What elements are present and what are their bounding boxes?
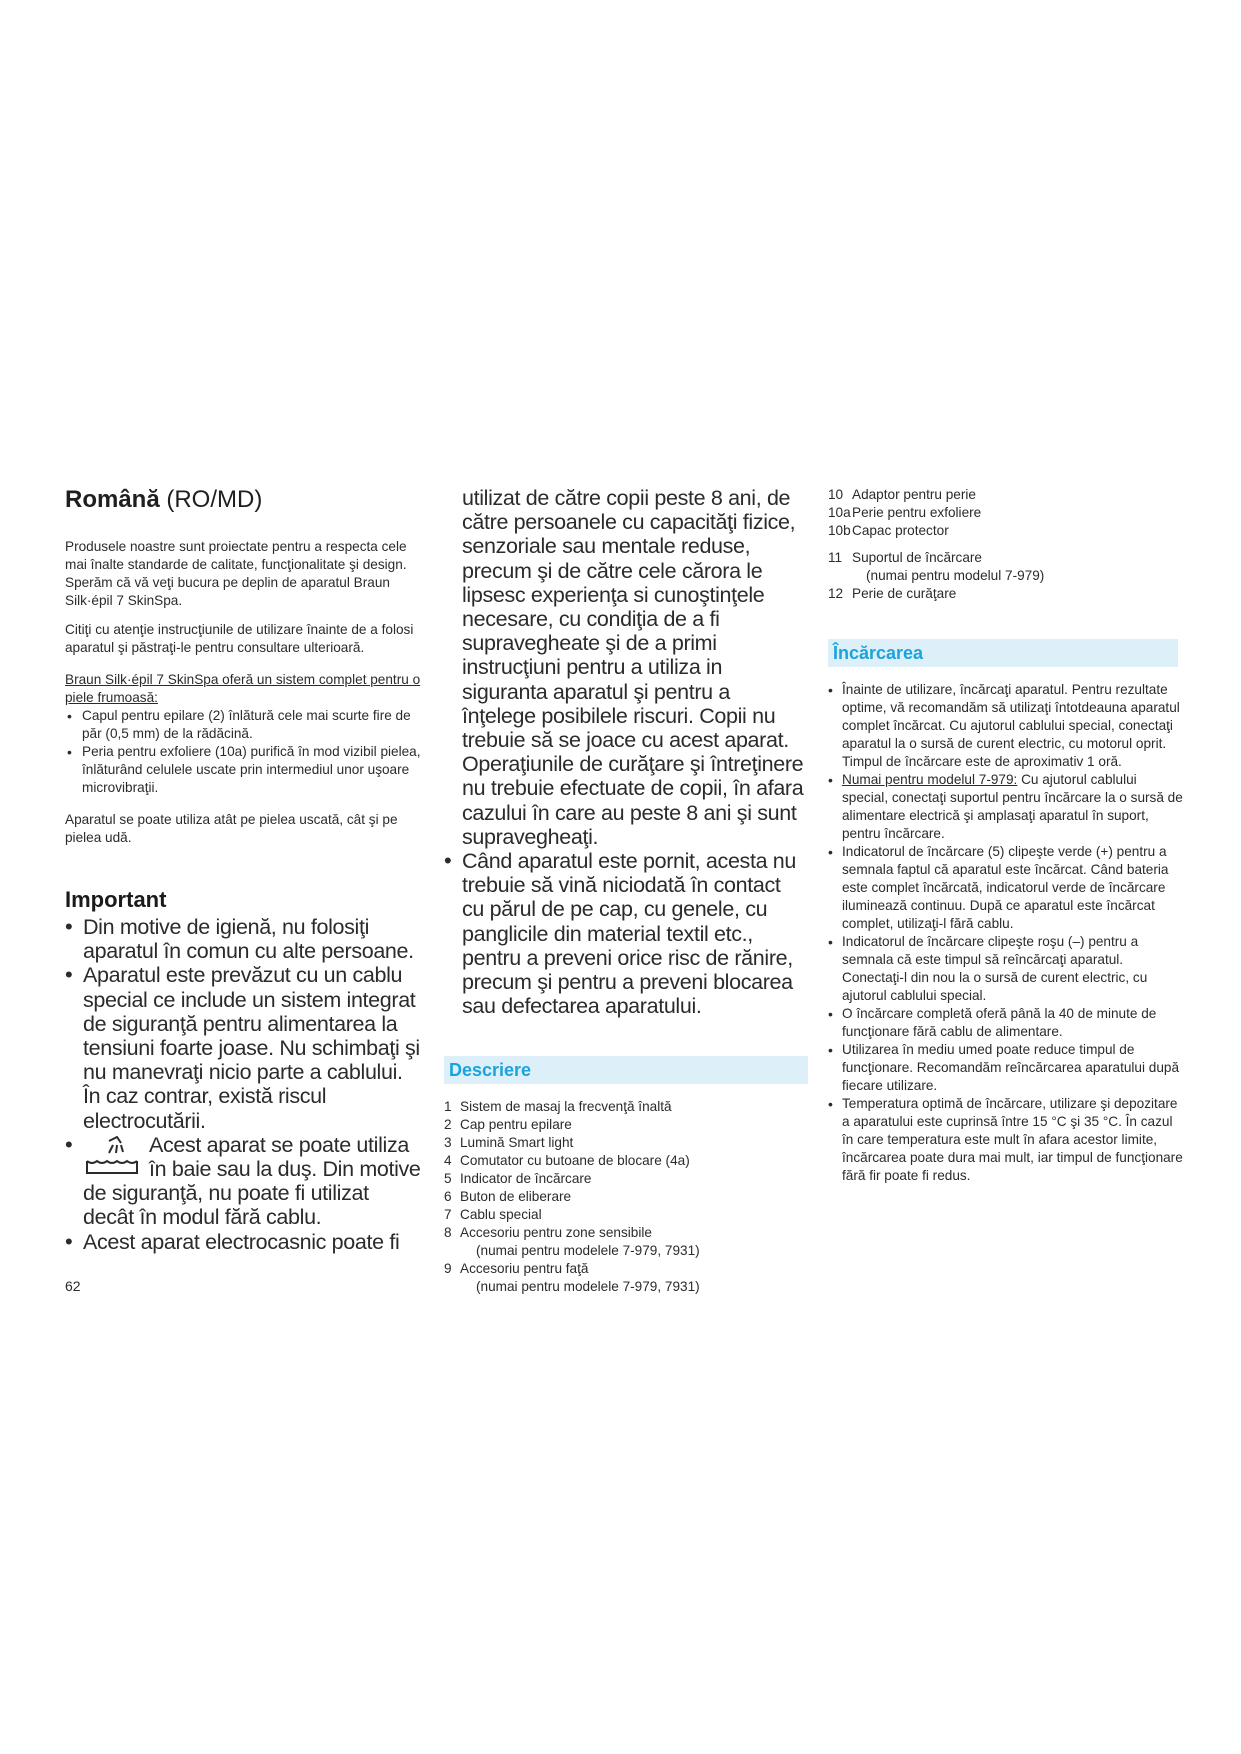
language-title: Română bbox=[65, 486, 160, 513]
column-left bbox=[65, 486, 425, 1294]
column-middle bbox=[444, 486, 808, 1296]
skin-note: Aparatul se poate utiliza atât pe pielea uscată, cât şi pe pielea udă. bbox=[65, 812, 398, 845]
incarcarea-list bbox=[828, 681, 1186, 1185]
list-item: • O încărcare completă oferă până la 40 de minute de funcţionare fără cablu de alimentare. bbox=[828, 1005, 1186, 1041]
system-list bbox=[65, 707, 425, 797]
list-item: • Utilizarea în mediu umed poate reduce timpul de funcţionare. Recomandăm reîncărcarea aparatului după fiecare utilizare. bbox=[828, 1041, 1186, 1095]
list-item: • Din motive de igienă, nu folosiţi aparatul în comun cu alte persoane. bbox=[65, 915, 425, 963]
intro-paragraph: Produsele noastre sunt proiectate pentru a respecta cele mai înalte standarde de calitate, funcţionalitate şi design. Sperăm că vă veţi bucura pe deplin de aparatul Braun Silk·épil 7 SkinSpa. bbox=[65, 539, 407, 608]
system-heading: Braun Silk·épil 7 SkinSpa oferă un sistem complet pentru o piele frumoasă: bbox=[65, 672, 421, 705]
list-item: 12 Perie de curăţare bbox=[828, 586, 957, 601]
list-item: 5 Indicator de încărcare bbox=[444, 1171, 592, 1187]
list-item: • Indicatorul de încărcare clipeşte roşu (–) pentru a semnala că este timpul să reîncărcaţi aparatul. Conectaţi-l din nou la o sursă de curent electric, cu ajutorul cablului special. bbox=[828, 933, 1186, 1005]
list-item: • Acest aparat electrocasnic poate fi bbox=[65, 1230, 425, 1254]
descriere-heading: Descriere bbox=[444, 1056, 808, 1084]
list-item: 3 Lumină Smart light bbox=[444, 1135, 574, 1151]
list-item: 4 Comutator cu butoane de blocare (4a) bbox=[444, 1153, 690, 1169]
list-item: 7 Cablu special bbox=[444, 1207, 542, 1223]
list-item: 11 Suportul de încărcare bbox=[828, 550, 982, 565]
language-code: (RO/MD) bbox=[159, 486, 263, 513]
list-item-shower bbox=[65, 1133, 425, 1230]
shower-bath-icon bbox=[83, 1135, 149, 1175]
list-item: 1 Sistem de masaj la frecvenţă înaltă bbox=[444, 1099, 672, 1115]
descriere-list bbox=[444, 1098, 808, 1296]
list-item: • Peria pentru exfoliere (10a) purifică în mod vizibil pielea, înlăturând celulele uscate prin intermediul unor uşoare microvibraţii. bbox=[65, 743, 425, 797]
list-item: • Capul pentru epilare (2) înlătură cele mai scurte fire de păr (0,5 mm) de la rădăcină. bbox=[65, 707, 425, 743]
continued-paragraph: utilizat de către copii peste 8 ani, de către persoanele cu capacităţi fizice, senzoriale sau mentale reduse, precum şi de către cele cărora le lipsesc experienţa si cunoştinţele necesare, cu condiţia de a fi supravegheate şi de a primi instrucţiuni pentru a utiliza in siguranta aparatul şi pentru a înţelege posibilele riscuri. Copii nu trebuie să se joace cu acest aparat. Operaţiunile de curăţare şi întreţinere nu trebuie efectuate de copii, în afara cazului în care au peste 8 ani şi sunt supravegheaţi. bbox=[462, 486, 804, 849]
list-item: 10a Perie pentru exfoliere bbox=[828, 505, 982, 520]
model-label: Numai pentru modelul 7-979: bbox=[842, 772, 1018, 787]
language-heading bbox=[65, 486, 425, 514]
important-list bbox=[65, 915, 425, 1254]
read-instructions-paragraph: Citiţi cu atenţie instrucţiunile de utilizare înainte de a folosi aparatul şi păstraţi-le pentru consultare ulterioară. bbox=[65, 622, 414, 655]
list-item: • Indicatorul de încărcare (5) clipeşte verde (+) pentru a semnala faptul că aparatul este încărcat. Când bateria este complet încărcată, indicatorul verde de încărcare iluminează continuu. După ce aparatul este încărcat complet, utilizaţi-l fără cablu. bbox=[828, 843, 1186, 933]
list-item: 2 Cap pentru epilare bbox=[444, 1117, 572, 1133]
list-item: • Temperatura optimă de încărcare, utilizare şi depozitare a aparatului este cuprinsă între 15 °C şi 35 °C. În cazul în care temperatura este mult în afara acestor limite, încărcarea poate dura mai mult, iar timpul de funcţionare fără fir poate fi redus. bbox=[828, 1095, 1186, 1185]
list-item: 10 Adaptor pentru perie bbox=[828, 487, 976, 502]
list-item-model bbox=[828, 771, 1186, 843]
list-item: • Înainte de utilizare, încărcaţi aparatul. Pentru rezultate optime, vă recomandăm să utilizaţi întotdeauna aparatul complet încărcat. Cu ajutorul cablului special, conectaţi aparatul la o sursă de curent electric, cu motorul oprit. Timpul de încărcare este de aproximativ 1 oră. bbox=[828, 681, 1186, 771]
column-right bbox=[828, 486, 1186, 1185]
list-item: • Când aparatul este pornit, acesta nu trebuie să vină niciodată în contact cu părul de pe cap, cu genele, cu panglicile din material textil etc., pentru a preveni orice risc de rănire, precum şi pentru a preveni blocarea sau defectarea aparatului. bbox=[444, 849, 808, 1018]
page-number: 62 bbox=[65, 1277, 81, 1294]
cord-warning-list bbox=[444, 849, 808, 1018]
list-item: • Aparatul este prevăzut cu un cablu special ce include un sistem integrat de siguranţă pentru alimentarea la tensiuni foarte joase. Nu schimbaţi şi nu manevraţi nicio parte a cablului. În caz contrar, există riscul electrocutării. bbox=[65, 963, 425, 1132]
incarcarea-heading: Încărcarea bbox=[828, 639, 1178, 667]
list-item: 6 Buton de eliberare bbox=[444, 1189, 572, 1205]
list-item-note: (numai pentru modelele 7-979, 7931) bbox=[476, 1243, 700, 1259]
list-item-note: (numai pentru modelele 7-979, 7931) bbox=[476, 1279, 700, 1295]
model-text: Cu ajutorul cablului special, conectaţi suportul pentru încărcare la o sursă de alimentare electrică şi amplasaţi aparatul în suport, pentru încărcare. bbox=[842, 772, 1183, 841]
list-item-note: (numai pentru modelul 7-979) bbox=[866, 568, 1045, 583]
shower-text: Acest aparat se poate utiliza în baie sau la duş. Din motive de siguranţă, nu poate fi utilizat decât în modul fără cablu. bbox=[83, 1132, 421, 1230]
list-item: 9 Accesoriu pentru faţă bbox=[444, 1261, 589, 1277]
important-heading: Important bbox=[65, 887, 167, 912]
list-item: 10b Capac protector bbox=[828, 523, 949, 538]
descriere-list-continued bbox=[828, 486, 1186, 603]
list-item: 8 Accesoriu pentru zone sensibile bbox=[444, 1225, 652, 1241]
